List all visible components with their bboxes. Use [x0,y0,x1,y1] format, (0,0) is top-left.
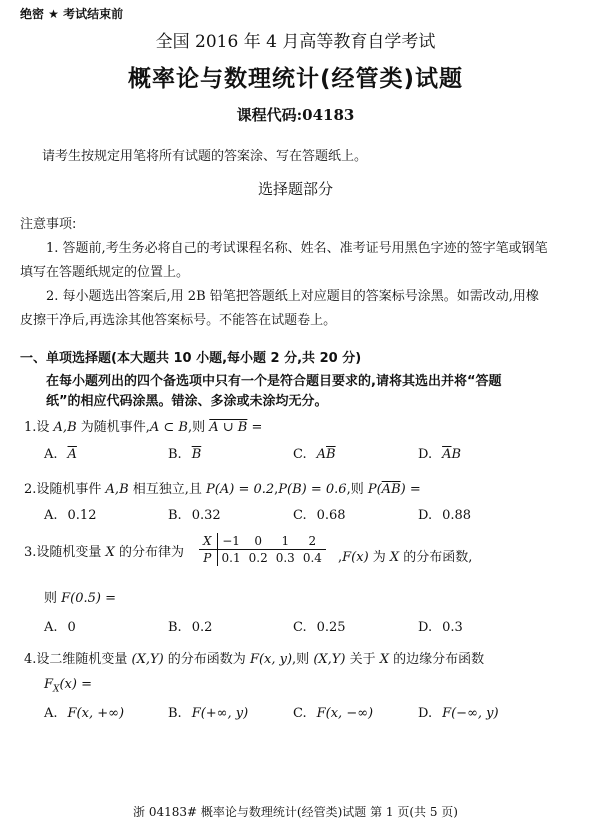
page-footer: 浙 04183# 概率论与数理统计(经管类)试题 第 1 页(共 5 页) [133,805,458,819]
question-2-stem: 2.设随机事件 A,B 相互独立,且 P(A) = 0.2,P(B) = 0.6,则 $P(\overline{A}\overline{B})$ = [24,482,421,497]
distribution-table [199,533,326,566]
section-desc-line2: 纸”的相应代码涂黑。错涂、多涂或未涂均无分。 [46,394,328,409]
q1-option-a: A. $\overline{A}$ [44,447,77,462]
q1-option-c: C. $A\overline{B}$ [293,447,336,462]
note-2-line2: 皮擦干净后,再选涂其他答案标号。不能答在试题卷上。 [20,313,337,328]
table-cell: 0 [245,533,272,550]
q4-option-a: A. F(x, +∞) [44,706,125,721]
section-heading: 一、单项选择题(本大题共 10 小题,每小题 2 分,共 20 分) [20,351,362,366]
table-cell: 0.3 [275,551,295,565]
table-cell: 0.2 [248,551,268,565]
secret-label: 绝密 ★ 考试结束前 [20,7,124,21]
q2-option-a: A. 0.12 [44,508,97,523]
answer-instruction: 请考生按规定用笔将所有试题的答案涂、写在答题纸上。 [42,149,368,164]
exam-title-line1: 全国 2016 年 4 月高等教育自学考试 [155,32,436,52]
note-2-line1: 2. 每小题选出答案后,用 2B 铅笔把答题纸上对应题目的答案标号涂黑。如需改动,用橡 [46,289,539,304]
question-1-stem: 1.设 A,B 为随机事件,A ⊂ B,则 A ∪ B = [24,420,263,435]
notes-heading: 注意事项: [20,217,77,232]
part-title: 选择题部分 [257,180,333,198]
q3-option-c: C. 0.25 [293,620,346,635]
q1-option-b: B. $\overline{B}$ [168,447,202,462]
question-3-line2: 则 F(0.5) = [44,591,117,606]
question-4-line2: $F_X(x)$ = [44,677,92,695]
q4-option-b: B. F(+∞, y) [168,706,249,721]
q4-option-d: D. F(−∞, y) [418,706,499,721]
table-cell: 0.4 [302,551,322,565]
q1-option-d: D. $\overline{A}B$ [418,447,462,462]
table-cell: 0.1 [221,551,241,565]
q3-option-b: B. 0.2 [168,620,213,635]
table-header-x: X [199,533,217,550]
q2-option-d: D. 0.88 [418,508,472,523]
question-3-stem-a: 3.设随机变量 X 的分布律为 [24,545,184,560]
q2-option-c: C. 0.68 [293,508,346,523]
q4-option-c: C. F(x, −∞) [293,706,374,721]
table-cell: −1 [217,533,245,550]
question-4-stem: 4.设二维随机变量 (X,Y) 的分布函数为 F(x, y),则 (X,Y) 关于 X 的边缘分布函数 [24,652,485,667]
q3-option-d: D. 0.3 [418,620,463,635]
note-1-line2: 填写在答题纸规定的位置上。 [20,265,190,280]
q3-option-a: A. 0 [44,620,76,635]
table-cell: 1 [272,533,299,550]
q2-option-b: B. 0.32 [168,508,221,523]
section-desc-line1: 在每小题列出的四个备选项中只有一个是符合题目要求的,请将其选出并将“答题 [46,374,502,389]
note-1-line1: 1. 答题前,考生务必将自己的考试课程名称、姓名、准考证号用黑色字迹的签字笔或钢笔 [46,241,548,256]
course-code: 课程代码:04183 [236,106,355,124]
table-cell: 2 [299,533,326,550]
exam-title: 概率论与数理统计(经管类)试题 [127,66,464,92]
table-header-p: P [199,550,217,567]
question-3-stem-b: ,F(x) 为 X 的分布函数, [338,550,473,565]
